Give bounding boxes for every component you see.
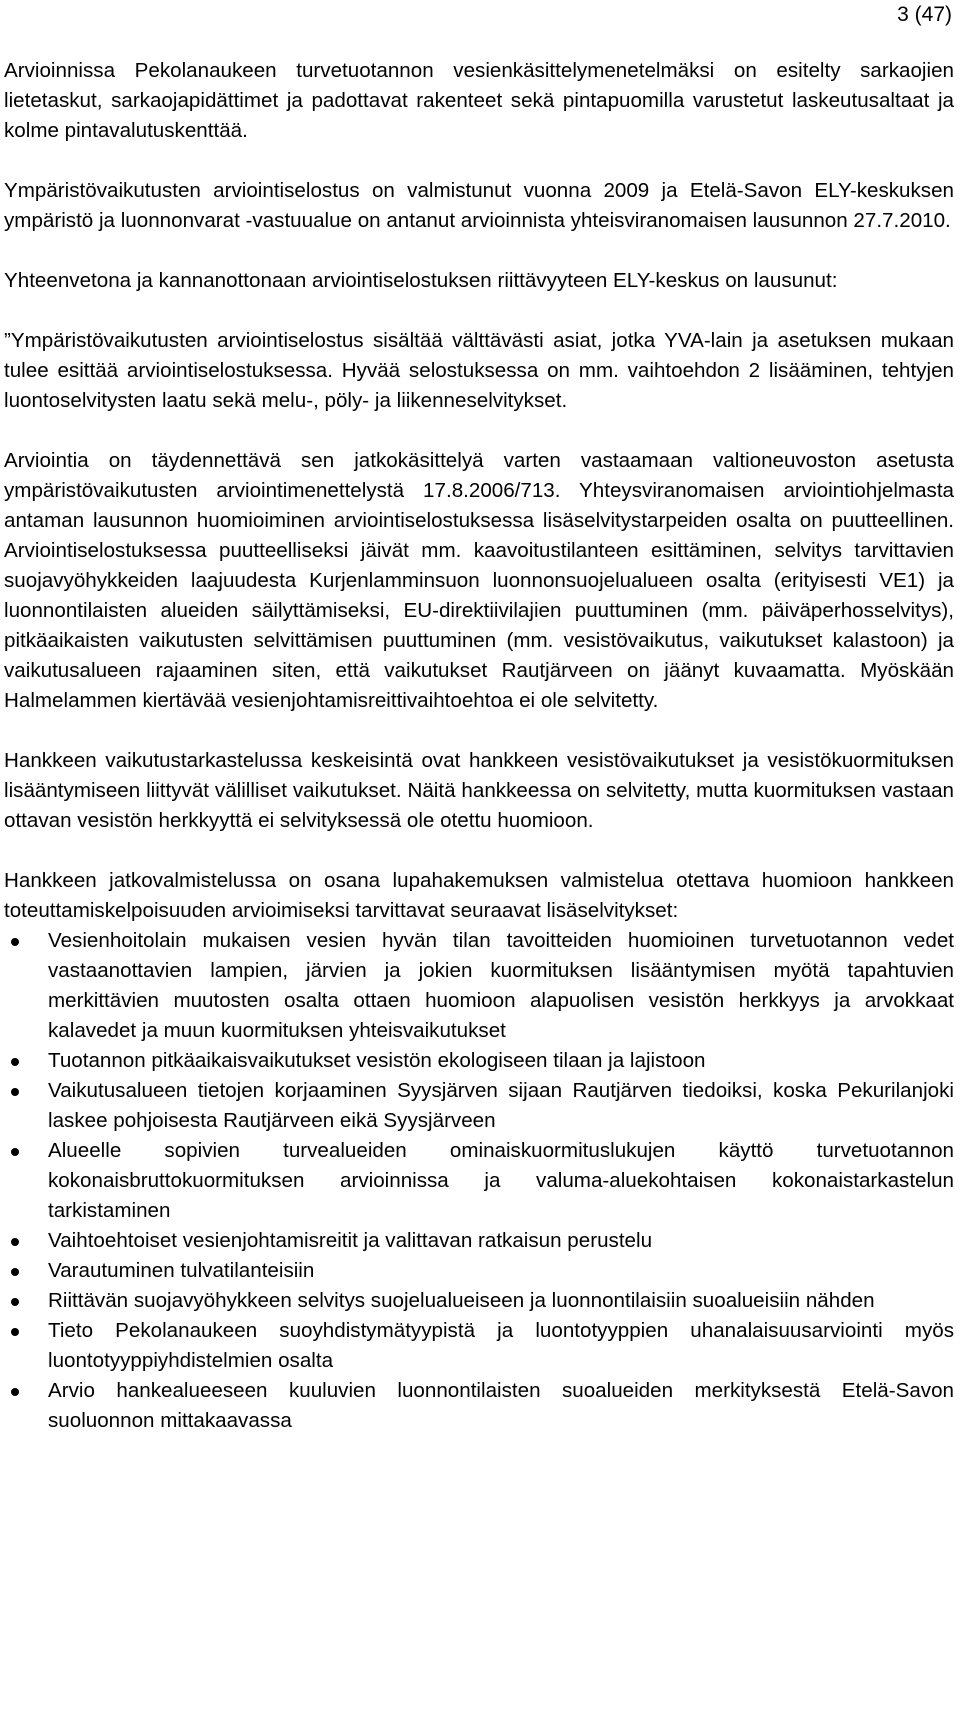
paragraph-assessment-report: Ympäristövaikutusten arviointiselostus on valmistunut vuonna 2009 ja Etelä-Savon ELY-keskuksen ympäristö ja luonnonvarat -vastuualue on antanut arvioinnista yhteisviranomaisen lausunnon 27.7.2010. xyxy=(4,179,954,232)
bullet-icon xyxy=(11,938,19,946)
paragraph-further-studies-intro: Hankkeen jatkovalmistelussa on osana lupahakemuksen valmistelua otettava huomioon hankkeen toteuttamiskelpoisuuden arvioimiseksi tarvittavat seuraavat lisäselvitykset: xyxy=(4,869,954,922)
paragraph-quote-supplement: Arviointia on täydennettävä sen jatkokäsittelyä varten vastaamaan valtioneuvoston asetusta ympäristövaikutusten arviointimenettelystä 17.8.2006/713. Yhteysviranomaisen arviointiohjelmasta antaman lausunnon huomioiminen arviointiselostuksessa lisäselvitystarpeiden osalta on puutteellinen. Arviointiselostuksessa puutteelliseksi jäivät mm. kaavoitustilanteen esittäminen, selvitys tarvittavien suojavyöhykkeiden laajuudesta Kurjenlamminsuon luonnonsuojelualueen osalta (erityisesti VE1) ja luonnontilaisten alueiden säilyttämiseksi, EU-direktiivilajien puuttuminen (mm. päiväperhosselvitys), pitkäaikaisten vaikutusten selvittämisen puuttuminen (mm. vesistövaikutus, vaikutukset kalastoon) ja vaikutusalueen rajaaminen siten, että vaikutukset Rautjärveen on jäänyt kuvaamatta. Myöskään Halmelammen kiertävää vesienjohtamisreittivaihtoehtoa ei ole selvitetty. xyxy=(4,449,954,712)
bullet-icon xyxy=(11,1268,19,1276)
bullet-icon xyxy=(11,1328,19,1336)
list-item: Arvio hankealueeseen kuuluvien luonnontilaisten suoalueiden merkityksestä Etelä-Savon suoluonnon mittakaavassa xyxy=(4,1376,954,1436)
paragraph-quote-sufficiency: ”Ympäristövaikutusten arviointiselostus sisältää välttävästi asiat, jotka YVA-lain ja asetuksen mukaan tulee esittää arviointiselostuksessa. Hyvää selostuksessa on mm. vaihtoehdon 2 lisääminen, tehtyjen luontoselvitysten laatu sekä melu-, pöly- ja liikenneselvitykset. xyxy=(4,329,954,412)
list-item: Vaikutusalueen tietojen korjaaminen Syysjärven sijaan Rautjärven tiedoiksi, koska Pekurilanjoki laskee pohjoisesta Rautjärveen eikä Syysjärveen xyxy=(4,1076,954,1136)
list-item: Tieto Pekolanaukeen suoyhdistymätyypistä ja luontotyyppien uhanalaisuusarviointi myös luontotyyppiyhdistelmien osalta xyxy=(4,1316,954,1376)
page-number: 3 (47) xyxy=(897,3,952,26)
bullet-icon xyxy=(11,1148,19,1156)
list-item: Vaihtoehtoiset vesienjohtamisreitit ja valittavan ratkaisun perustelu xyxy=(4,1226,954,1256)
list-item: Riittävän suojavyöhykkeen selvitys suojelualueiseen ja luonnontilaisiin suoalueisiin nähden xyxy=(4,1286,954,1316)
paragraph-summary-intro: Yhteenvetona ja kannanottonaan arviointiselostuksen riittävyyteen ELY-keskus on lausunut: xyxy=(4,269,838,292)
list-item: Alueelle sopivien turvealueiden ominaiskuormituslukujen käyttö turvetuotannon kokonaisbruttokuormituksen arvioinnissa ja valuma-aluekohtaisen kokonaistarkastelun tarkistaminen xyxy=(4,1136,954,1226)
bullet-icon xyxy=(11,1298,19,1306)
bullet-icon xyxy=(11,1058,19,1066)
list-item: Tuotannon pitkäaikaisvaikutukset vesistön ekologiseen tilaan ja lajistoon xyxy=(4,1046,954,1076)
further-studies-list xyxy=(4,926,954,1436)
list-item: Varautuminen tulvatilanteisiin xyxy=(4,1256,954,1286)
bullet-icon xyxy=(11,1388,19,1396)
bullet-icon xyxy=(11,1238,19,1246)
paragraph-water-impacts: Hankkeen vaikutustarkastelussa keskeisintä ovat hankkeen vesistövaikutukset ja vesistökuormituksen lisääntymiseen liittyvät välilliset vaikutukset. Näitä hankkeessa on selvitetty, mutta kuormituksen vastaan ottavan vesistön herkkyyttä ei selvityksessä ole otettu huomioon. xyxy=(4,749,954,832)
paragraph-treatment-methods: Arvioinnissa Pekolanaukeen turvetuotannon vesienkäsittelymenetelmäksi on esitelty sarkaojien lietetaskut, sarkaojapidättimet ja padottavat rakenteet sekä pintapuomilla varustetut laskeutusaltaat ja kolme pintavalutuskenttää. xyxy=(4,59,954,142)
document-body xyxy=(4,56,954,1436)
list-item: Vesienhoitolain mukaisen vesien hyvän tilan tavoitteiden huomioinen turvetuotannon vedet vastaanottavien lampien, järvien ja jokien kuormituksen lisääntymisen myötä tapahtuvien merkittävien muutosten osalta ottaen huomioon alapuolisen vesistön herkkyys ja arvokkaat kalavedet ja muun kuormituksen yhteisvaikutukset xyxy=(4,926,954,1046)
bullet-icon xyxy=(11,1088,19,1096)
